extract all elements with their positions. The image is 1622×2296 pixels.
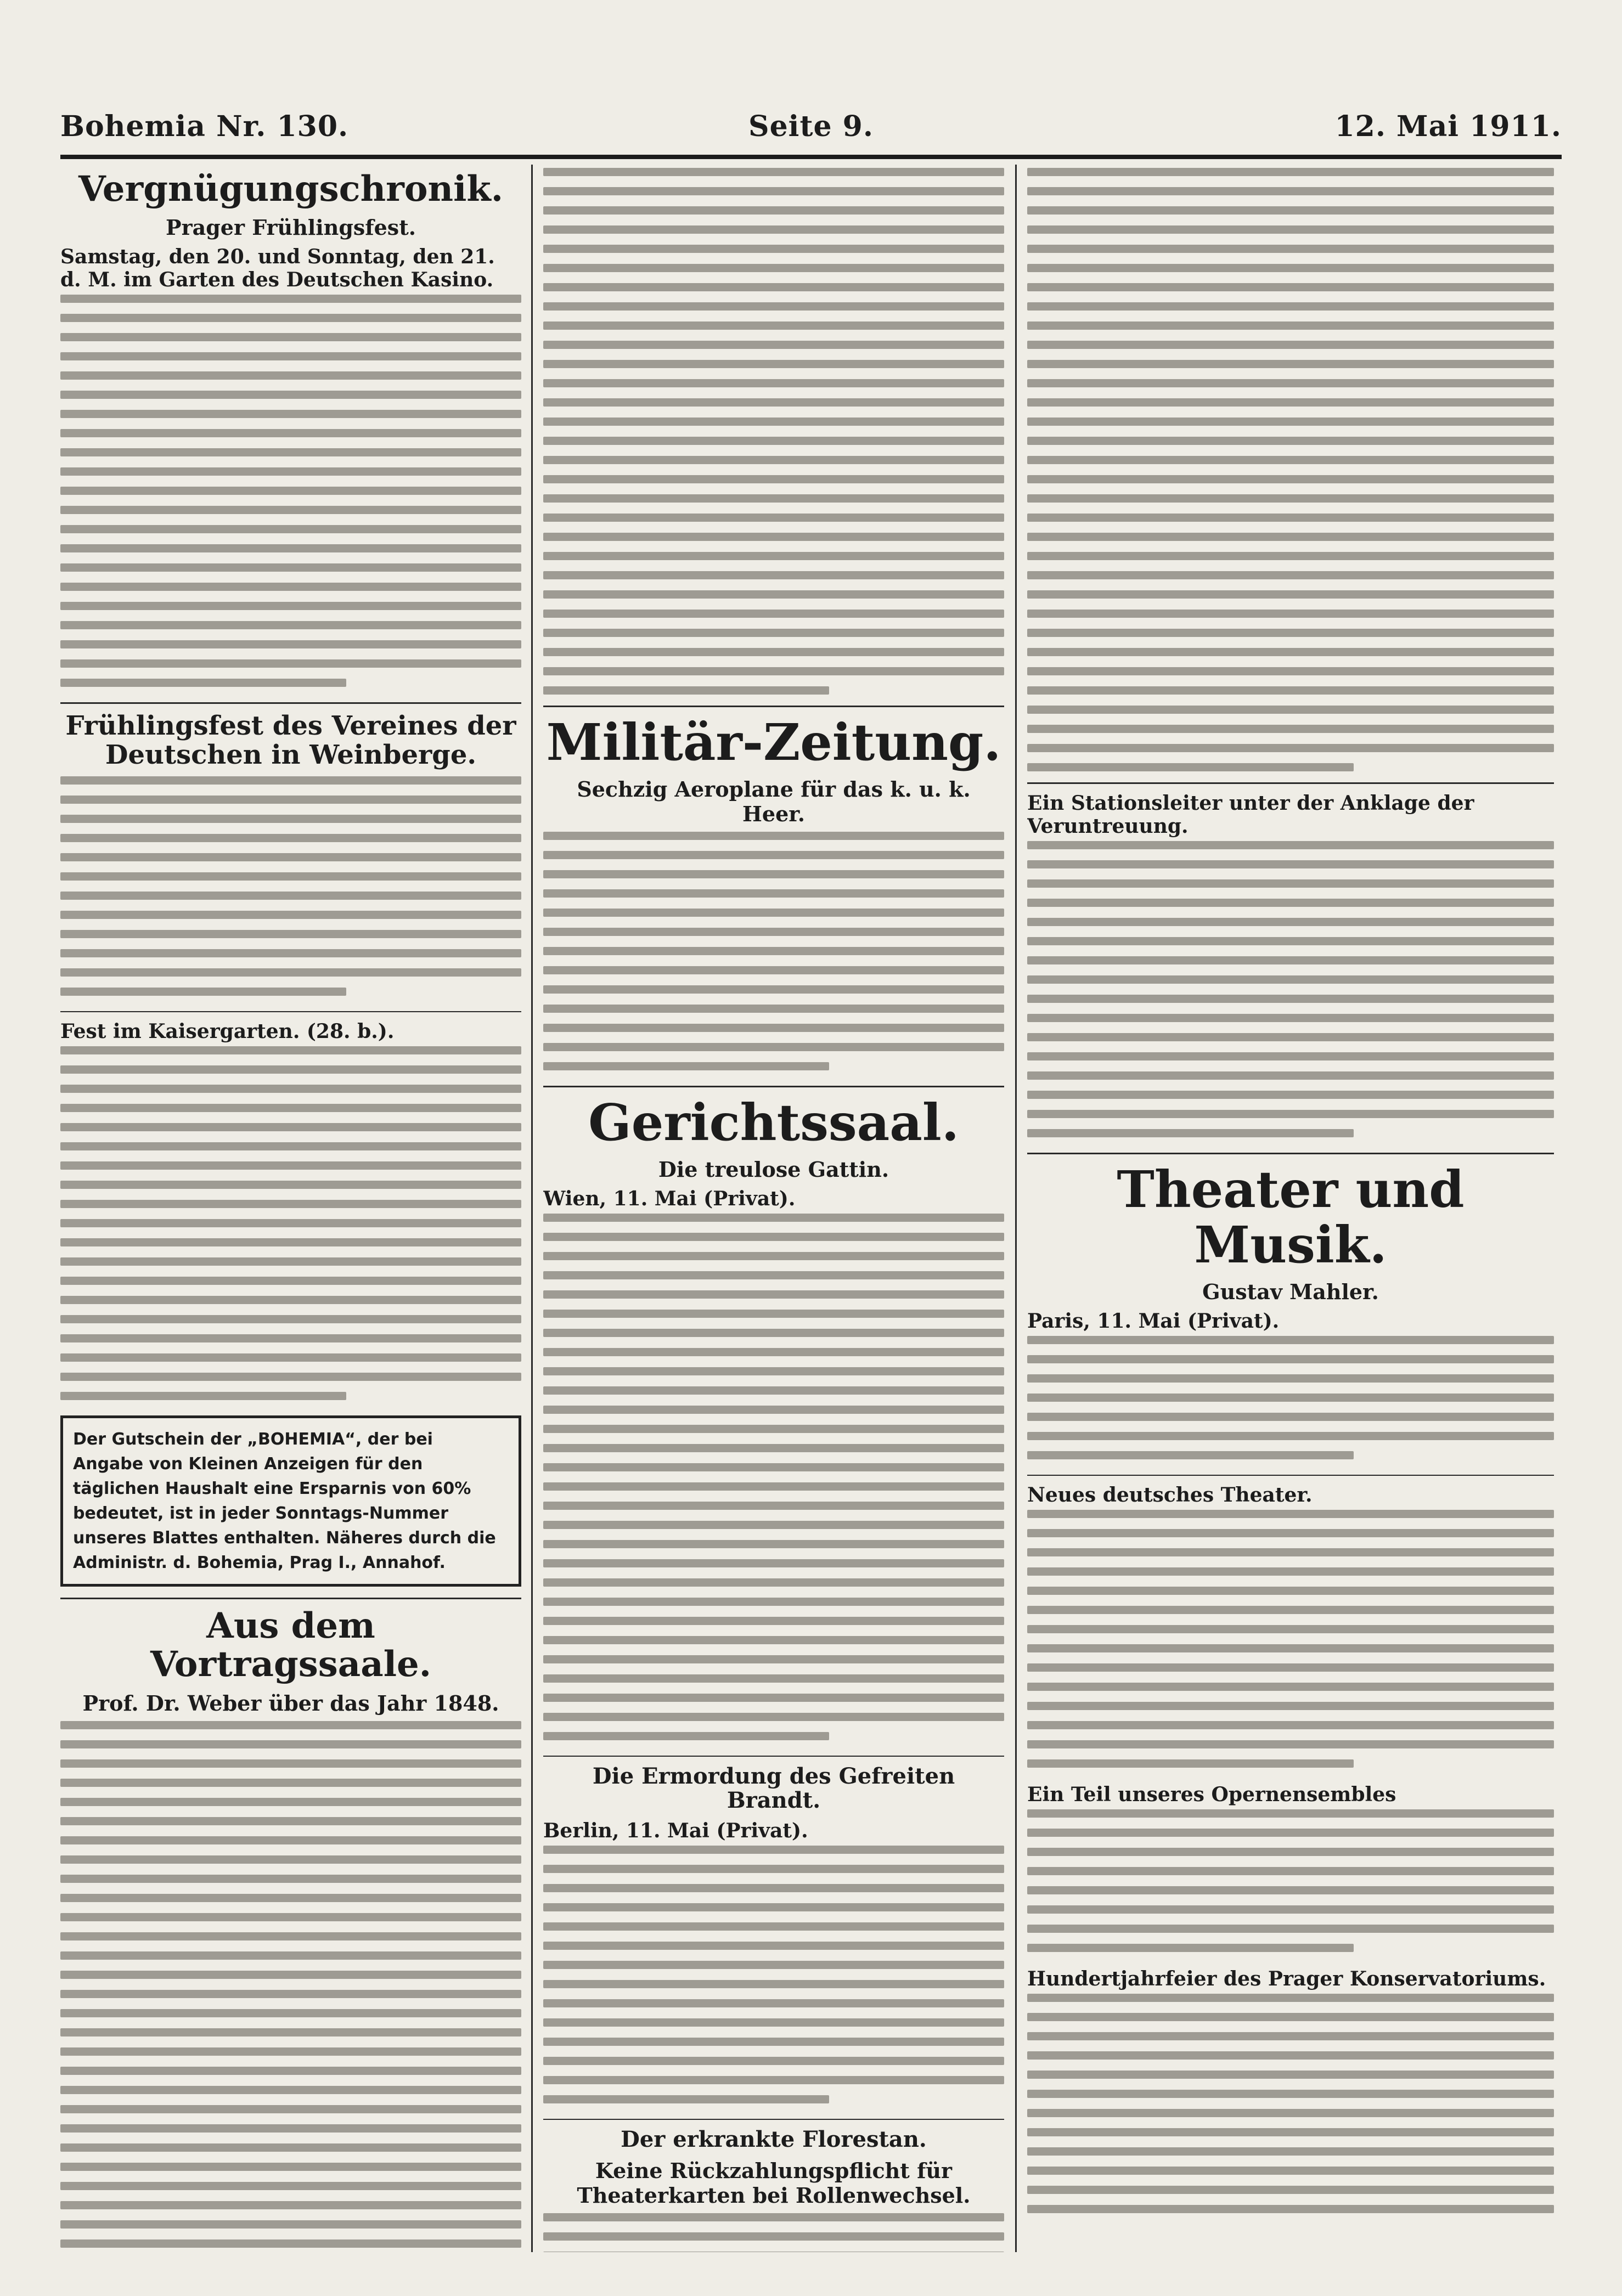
article-body [1027,1336,1554,1459]
article-lead: Hundertjahrfeier des Prager Konservatoriums. [1027,1967,1546,1991]
article-subtitle: Die treulose Gattin. [658,1157,889,1182]
article-subtitle: Prager Frühlingsfest. [166,215,416,240]
divider [60,1011,521,1012]
article-body [60,776,521,996]
article-body-continued [543,168,1004,695]
header-date: 12. Mai 1911. [1334,110,1562,143]
divider [543,1756,1004,1757]
article-title: Gerichtssaal. [588,1093,959,1153]
article-lead: Wien, 11. Mai (Privat). [543,1187,796,1211]
article-body [543,2213,1004,2252]
article-body [60,295,521,687]
article-body-continued [1027,168,1554,771]
article-gerichtssaal [543,1095,1004,1740]
article-body [543,1214,1004,1740]
header-issue: Bohemia Nr. 130. [60,110,349,143]
divider [1027,1475,1554,1476]
header-rule [60,155,1562,159]
article-title: Die Ermordung des Gefreiten Brandt. [592,1763,955,1814]
divider [60,1598,521,1599]
article-subtitle: Gustav Mahler. [1202,1279,1379,1305]
article-theater-und-musik [1027,1162,1554,1459]
article-title: Militär-Zeitung. [546,713,1001,772]
article-title: Theater und Musik. [1117,1160,1465,1275]
article-body [1027,1809,1554,1952]
article-lead: Samstag, den 20. und Sonntag, den 21. d. M. im Garten des Deutschen Kasino. [60,245,495,292]
article-body [1027,841,1554,1137]
divider [543,706,1004,707]
article-title: Frühlingsfest des Vereines der Deutschen in Weinberge. [65,710,516,771]
article-militaer-zeitung [543,715,1004,1070]
article-title: Aus dem Vortragssaale. [150,1605,431,1685]
article-stationsleiter [1027,792,1554,1137]
article-body [1027,1510,1554,1768]
article-lead: Fest im Kaisergarten. (28. b.). [60,1019,395,1043]
article-neues-deutsches-theater [1027,1483,1554,1768]
article-lead: Neues deutsches Theater. [1027,1483,1313,1507]
article-body [1027,1994,1554,2213]
article-title: Vergnügungschronik. [78,168,503,210]
column-middle [543,165,1004,2252]
article-opernensemble [1027,1783,1554,1952]
column-left [60,165,521,2252]
column-right [1027,165,1554,2252]
article-vortragssaale [60,1607,521,2252]
article-vergnuegungschronik [60,170,521,687]
article-kaisergarten [60,1020,521,1400]
article-body [60,1721,521,2252]
article-subtitle: Keine Rückzahlungspflicht für Theaterkarten bei Rollenwechsel. [577,2158,971,2208]
divider [1027,1153,1554,1154]
divider [60,702,521,704]
article-body [543,832,1004,1070]
divider [543,2119,1004,2120]
divider [1027,782,1554,784]
article-lead: Berlin, 11. Mai (Privat). [543,1819,808,1843]
article-lead: Paris, 11. Mai (Privat). [1027,1310,1280,1333]
column-divider [531,165,533,2252]
column-divider [1015,165,1017,2252]
article-konservatorium [1027,1967,1554,2213]
article-fruehlingsfest-weinberge [60,712,521,996]
article-subtitle: Prof. Dr. Weber über das Jahr 1848. [82,1690,499,1716]
article-body [543,1846,1004,2103]
article-subtitle: Sechzig Aeroplane für das k. u. k. Heer. [577,777,971,827]
article-lead: Ein Stationsleiter unter der Anklage der Veruntreuung. [1027,792,1474,838]
header-page-number: Seite 9. [748,110,874,143]
article-lead: Ein Teil unseres Opernensembles [1027,1783,1396,1807]
article-body [60,1046,521,1400]
article-ermordung-brandt [543,1764,1004,2103]
article-florestan [543,2128,1004,2252]
advertisement-box: Der Gutschein der „BOHEMIA“, der bei Angabe von Kleinen Anzeigen für den täglichen Haushalt eine Ersparnis von 60% bedeutet, ist in jeder Sonntags-Nummer unseres Blattes enthalten. Näheres durch die Administr. d. Bohemia, Prag I., Annahof. [60,1415,521,1587]
article-title: Der erkrankte Florestan. [621,2126,927,2153]
page-header [60,110,1562,148]
divider [543,1086,1004,1087]
